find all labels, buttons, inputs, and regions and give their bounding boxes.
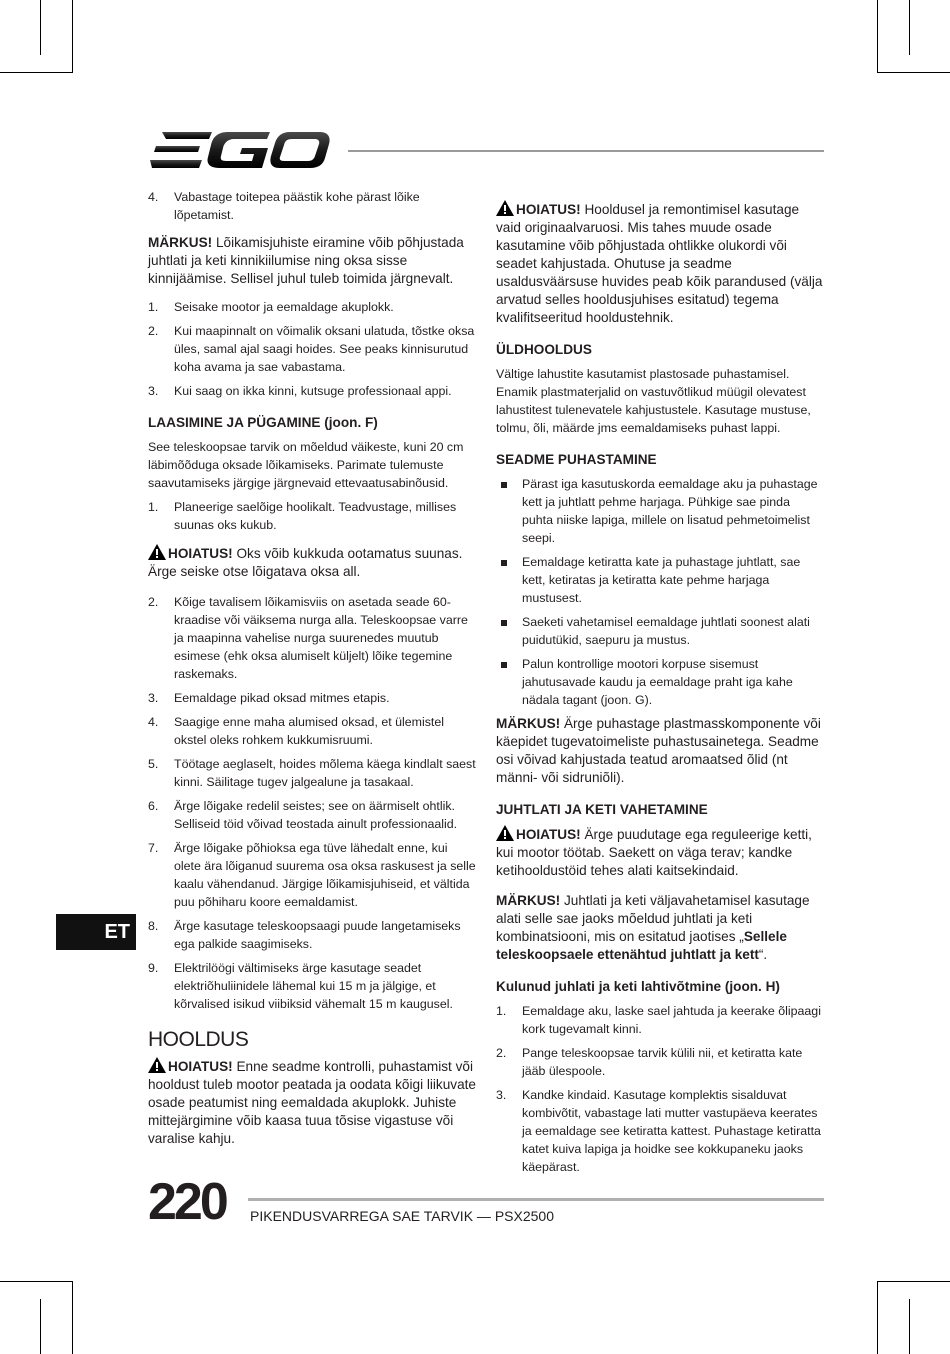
list-item: Pärast iga kasutuskorda eemaldage aku ja puhastage kett ja juhtlatt pehme harjaga. Pühkige sae pinda puhta niiske lapiga, millele on lisatud pehmetoimelist seepi.: [496, 475, 824, 547]
list-item: 2. Kui maapinnalt on võimalik oksani ulatuda, tõstke oksa üles, samal ajal saagi hoides. See peaks kinnisurutud koha avama ja sae vabastama.: [148, 324, 475, 374]
list-item: 8. Ärge kasutage teleskoopsaagi puude langetamiseks ega palkide saagimiseks.: [148, 919, 461, 951]
list-item: 3. Kui saag on ikka kinni, kutsuge professionaal appi.: [148, 384, 452, 398]
list-item: 7. Ärge lõigake põhioksa ega tüve lähedalt enne, kui olete ära lõiganud suurema osa oksa raskusest ja selle kaalu vähendanud. Järgige lõikamisjuhiseid, et vältida puu põhiharu koore eemaldamist.: [148, 841, 476, 909]
footer-rule: [248, 1198, 824, 1201]
note: MÄRKUS! Ärge puhastage plastmasskomponente või käepidet tugevatoimeliste puhastusainetega. Seadme osi võivad kahjustada teatud aromaatsed õlid (nt männi- või sidruniõli).: [496, 716, 821, 785]
section-title: HOOLDUS: [148, 1028, 249, 1051]
list-item: Saeketi vahetamisel eemaldage juhtlati soonest alati puidutükid, saepuru ja mustus.: [496, 613, 824, 649]
ego-logo: [150, 130, 330, 170]
bullet-icon: [501, 560, 507, 566]
list-item: Palun kontrollige mootori korpuse sisemust jahutusavade kaudu ja eemaldage praht iga kahe nädala tagant (joon. G).: [496, 655, 824, 709]
section-heading: Kulunud juhlati ja keti lahtivõtmine (joon. H): [496, 979, 780, 994]
warning: HOIATUS! Enne seadme kontrolli, puhastamist või hooldust tuleb mootor peatada ja oodata kõigi liikuvate osade peatumist ning eemaldada akuplokk. Juhiste mittejärgimine võib kaasa tuua tõsise vigastuse või varalise kahju.: [148, 1059, 476, 1146]
warning: HOIATUS! Oks võib kukkuda ootamatus suunas. Ärge seiske otse lõigatava oksa all.: [148, 546, 463, 579]
list-item: 3. Kandke kindaid. Kasutage komplektis sisalduvat kombivõtit, vabastage lati mutter vastupäeva keerates ja eemaldage see ketiratta kattest. Puhastage ketiratta katet kuiva lapiga ja hoidke see kokkupaneku jaoks käepärast.: [496, 1088, 821, 1174]
crop-mark: [0, 72, 73, 73]
crop-mark: [72, 1281, 73, 1354]
list-item: 2. Pange teleskoopsae tarvik külili nii, et ketiratta kate jääb ülespoole.: [496, 1046, 803, 1078]
bullet-icon: [501, 620, 507, 626]
section-heading: SEADME PUHASTAMINE: [496, 452, 657, 467]
section-heading: JUHTLATI JA KETI VAHETAMINE: [496, 802, 708, 817]
warning-icon: [496, 825, 514, 841]
list-item: 4. Saagige enne maha alumised oksad, et ülemistel okstel oleks rohkem kukkumisruumi.: [148, 715, 445, 747]
list-item: 1. Seisake mootor ja eemaldage akuplokk.: [148, 300, 394, 314]
warning-icon: [148, 544, 166, 560]
section-heading: ÜLDHOOLDUS: [496, 342, 592, 357]
section-heading: LAASIMINE JA PÜGAMINE (joon. F): [148, 415, 378, 430]
crop-mark: [909, 1299, 910, 1354]
note: MÄRKUS! Juhtlati ja keti väljavahetamisel kasutage alati selle sae jaoks mõeldud juhtlati ja keti kombinatsiooni, mis on esitatud jaotises „Sellele teleskoopsaele ettenähtud juhtlatt ja kett“.: [496, 893, 810, 962]
warning: HOIATUS! Ärge puudutage ega reguleerige ketti, kui mootor töötab. Saekett on väga terav; kandke ketihooldustöid tehes alati kaitsekindaid.: [496, 827, 812, 878]
paragraph: Vältige lahustite kasutamist plastosade puhastamisel. Enamik plastmaterjalid on vastuvõtlikud müügil olevatest lahustitest tulenevatele kahjustustele. Kasutage mustuse, tolmu, õli, määrde jms eemaldamiseks puhast lappi.: [496, 367, 811, 435]
list-item: 9. Elektrilöögi vältimiseks ärge kasutage seadet elektriõhuliinidele lähemal kui 15 m ja jälgige, et kõrvalised isikud viibiksid vähemalt 15 m kaugusel.: [148, 961, 453, 1011]
warning: HOIATUS! Hooldusel ja remontimisel kasutage vaid originaalvaruosi. Mis tahes muude osade kasutamine võib põhjustada ohtlikke olukordi või seadet kahjustada. Ohutuse ja seadme usaldusväärsuse huvides peab kõik parandused (välja arvatud selles hooldusjuhises esitatud) tegema kvalifitseeritud hooldustehnik.: [496, 202, 823, 325]
crop-mark: [877, 72, 950, 73]
left-column: [148, 188, 476, 1160]
right-column: [496, 200, 824, 1182]
list-item: 4. Vabastage toitepea päästik kohe pärast lõike lõpetamist.: [148, 190, 420, 222]
note: MÄRKUS! Lõikamisjuhiste eiramine võib põhjustada juhtlati ja keti kinnikiilumise ning oksa sisse kinnijäämise. Sellisel juhul tuleb toimida järgnevalt.: [148, 235, 464, 286]
crop-mark: [877, 0, 878, 73]
list-item: 1. Planeerige saelõige hoolikalt. Teadvustage, millises suunas oks kukub.: [148, 500, 457, 532]
warning-icon: [148, 1057, 166, 1073]
page-number: 220: [148, 1173, 226, 1231]
language-tab: ET: [56, 914, 136, 950]
list-item: 1. Eemaldage aku, laske sael jahtuda ja keerake õlipaagi kork tugevamalt kinni.: [496, 1004, 821, 1036]
footer-title: PIKENDUSVARREGA SAE TARVIK — PSX2500: [250, 1208, 554, 1224]
list-item: Eemaldage ketiratta kate ja puhastage juhtlatt, sae kett, ketiratas ja ketiratta kate pehme harjaga mustusest.: [496, 553, 824, 607]
crop-mark: [877, 1281, 950, 1282]
list-item: 3. Eemaldage pikad oksad mitmes etapis.: [148, 691, 390, 705]
header-rule: [348, 150, 824, 152]
crop-mark: [40, 0, 41, 55]
crop-mark: [72, 0, 73, 73]
list-item: 2. Kõige tavalisem lõikamisviis on asetada seade 60-kraadise või väiksema nurga alla. Teleskoopsae varre ja maapinna vahelise nurga suurenedes muutub esimese (ehk oksa alumiselt küljelt) lõike tegemine raskemaks.: [148, 595, 468, 681]
crop-mark: [877, 1281, 878, 1354]
warning-icon: [496, 200, 514, 216]
bullet-icon: [501, 482, 507, 488]
crop-mark: [0, 1281, 73, 1282]
bullet-icon: [501, 662, 507, 668]
crop-mark: [909, 0, 910, 55]
list-item: 5. Töötage aeglaselt, hoides mõlema käega kindlalt saest kinni. Säilitage tugev jalgealune ja tasakaal.: [148, 757, 476, 789]
list-item: 6. Ärge lõigake redelil seistes; see on äärmiselt ohtlik. Selliseid töid võivad teostada ainult professionaalid.: [148, 799, 458, 831]
paragraph: See teleskoopsae tarvik on mõeldud väikeste, kuni 20 cm läbimõõduga oksade lõikamiseks. Parimate tulemuste saavutamiseks järgige järgnevaid ettevaatusabinõusid.: [148, 440, 464, 490]
crop-mark: [40, 1299, 41, 1354]
